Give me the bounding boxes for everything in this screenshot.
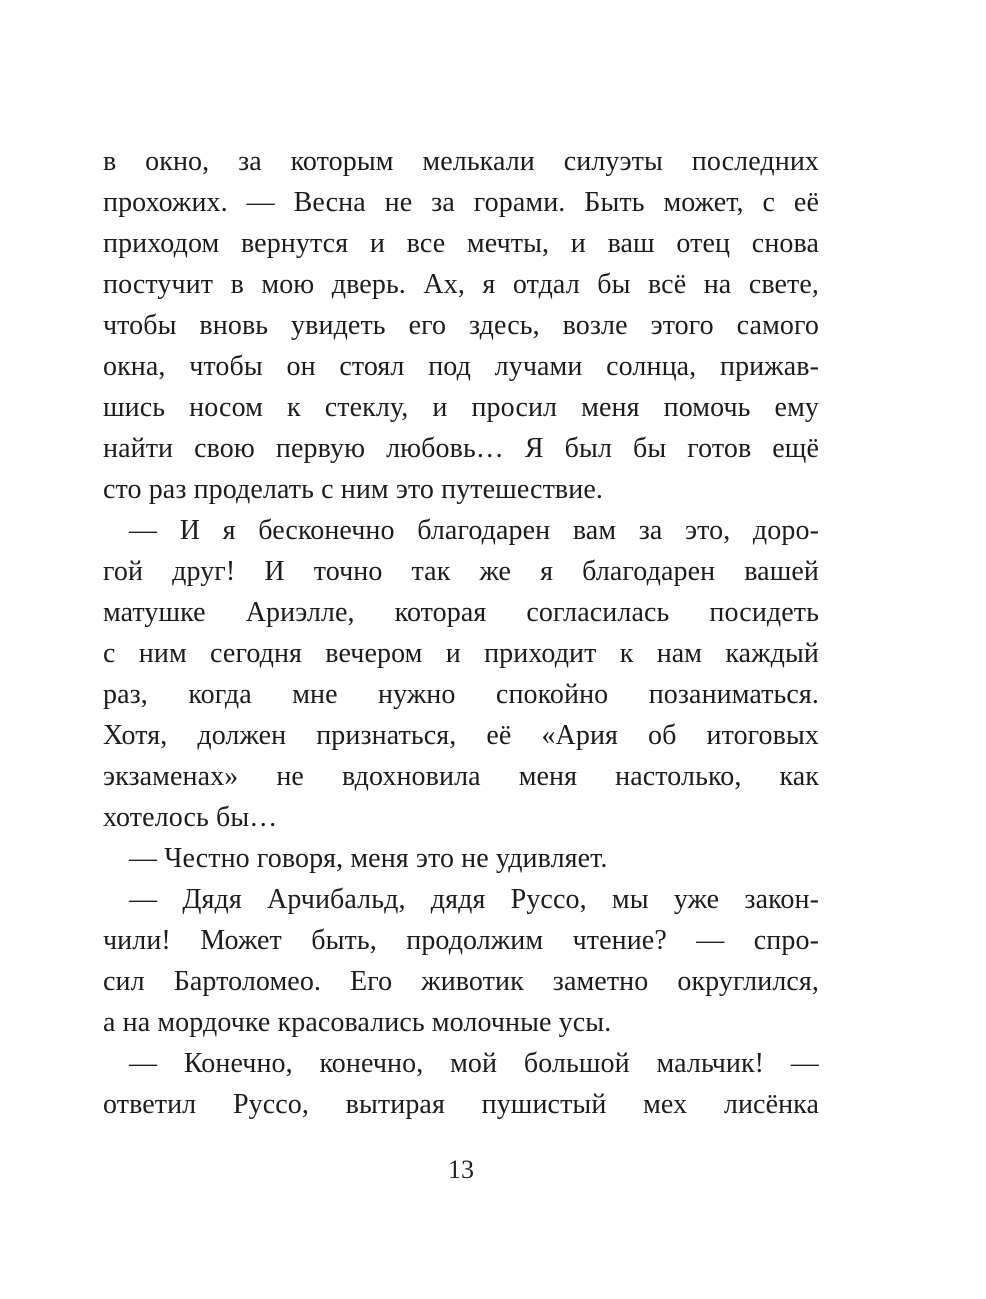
text-line: найти свою первую любовь… Я был бы готов ещё (103, 433, 819, 464)
text-line: сто раз проделать с ним это путешествие. (103, 474, 603, 505)
text-line: матушке Ариэлле, которая согласилась посидеть (103, 597, 819, 628)
text-line: шись носом к стеклу, и просил меня помочь ему (103, 392, 819, 423)
text-line: Хотя, должен признаться, её «Ария об итоговых (103, 720, 819, 751)
text-line: — И я бесконечно благодарен вам за это, доро- (129, 515, 819, 546)
text-line: — Дядя Арчибальд, дядя Руссо, мы уже закон- (129, 884, 819, 915)
text-line: с ним сегодня вечером и приходит к нам каждый (103, 638, 819, 669)
text-line: а на мордочке красовались молочные усы. (103, 1007, 612, 1038)
text-line: сил Бартоломео. Его животик заметно округлился, (103, 966, 819, 997)
text-line: ответил Руссо, вытирая пушистый мех лисёнка (103, 1089, 819, 1120)
page-text (103, 141, 819, 1125)
text-line: прохожих. — Весна не за горами. Быть может, с её (103, 187, 819, 218)
text-line: приходом вернутся и все мечты, и ваш отец снова (103, 228, 819, 259)
page-number: 13 (448, 1155, 474, 1184)
text-line: постучит в мою дверь. Ах, я отдал бы всё на свете, (103, 269, 819, 300)
text-line: экзаменах» не вдохновила меня настолько, как (103, 761, 819, 792)
text-line: раз, когда мне нужно спокойно позаниматься. (103, 679, 819, 710)
text-line: — Конечно, конечно, мой большой мальчик! — (129, 1048, 819, 1079)
text-line: окна, чтобы он стоял под лучами солнца, прижав- (103, 351, 819, 382)
text-line: — Честно говоря, меня это не удивляет. (129, 843, 608, 874)
text-line: гой друг! И точно так же я благодарен вашей (103, 556, 819, 587)
text-line: хотелось бы… (103, 802, 278, 833)
text-line: чили! Может быть, продолжим чтение? — спро- (103, 925, 819, 956)
text-line: чтобы вновь увидеть его здесь, возле этого самого (103, 310, 819, 341)
text-line: в окно, за которым мелькали силуэты последних (103, 146, 819, 177)
